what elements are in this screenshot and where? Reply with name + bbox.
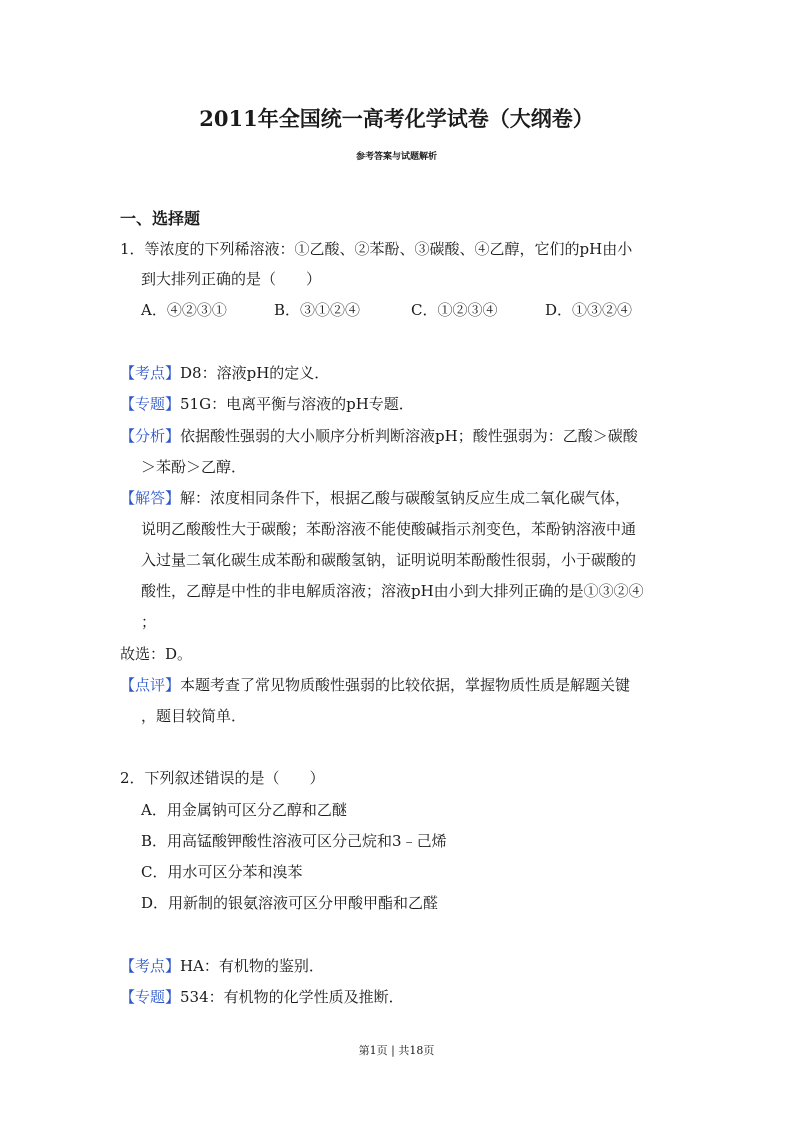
dianping-text-2: ，题目较简单． <box>141 707 247 725</box>
kaodian-tag: 【考点】 <box>120 364 181 382</box>
q2-option-b: B．用高锰酸钾酸性溶液可区分己烷和3﹣己烯 <box>141 832 447 850</box>
q1-option-d: D．①③②④ <box>545 301 633 319</box>
dianping-text-1: 本题考查了常见物质酸性强弱的比较依据，掌握物质性质是解题关键 <box>180 676 631 694</box>
question-2-line-1: 2．下列叙述错误的是（ ） <box>120 769 325 787</box>
answer-choice: 故选：D。 <box>120 645 193 663</box>
question-1-line-1: 1．等浓度的下列稀溶液：①乙酸、②苯酚、③碳酸、④乙醇，它们的pH由小 <box>120 240 633 258</box>
question-1-line-2: 到大排列正确的是（ ） <box>141 270 322 288</box>
jieda-text-5: ； <box>141 613 157 631</box>
jieda-text-2: 说明乙酸酸性大于碳酸；苯酚溶液不能使酸碱指示剂变色，苯酚钠溶液中通 <box>141 520 637 538</box>
q2-option-c: C．用水可区分苯和溴苯 <box>141 863 303 881</box>
zhuanti-tag: 【专题】 <box>120 988 181 1006</box>
section-heading: 一、选择题 <box>120 209 201 228</box>
page-footer: 第1页 | 共18页 <box>358 1044 435 1057</box>
page-title: 2011年全国统一高考化学试卷（大纲卷） <box>199 106 594 131</box>
zhuanti-tag: 【专题】 <box>120 395 181 413</box>
a1-fenxi <box>120 425 638 446</box>
jieda-text-4: 酸性，乙醇是中性的非电解质溶液；溶液pH由小到大排列正确的是①③②④ <box>141 582 644 600</box>
zhuanti-text: 534：有机物的化学性质及推断． <box>180 988 404 1006</box>
dianping-tag: 【点评】 <box>120 676 181 694</box>
kaodian-text: D8：溶液pH的定义． <box>180 364 330 382</box>
q2-option-d: D．用新制的银氨溶液可区分甲酸甲酯和乙醛 <box>141 894 439 912</box>
a1-jieda <box>120 487 630 508</box>
a2-kaodian <box>120 955 324 976</box>
a1-zhuanti <box>120 393 414 414</box>
zhuanti-text: 51G：电离平衡与溶液的pH专题． <box>180 395 414 413</box>
q1-option-a: A．④②③① <box>141 301 227 319</box>
a1-kaodian <box>120 362 329 383</box>
q1-option-b: B．③①②④ <box>274 301 361 319</box>
kaodian-tag: 【考点】 <box>120 957 181 975</box>
q1-option-c: C．①②③④ <box>411 301 498 319</box>
page-subtitle: 参考答案与试题解析 <box>355 152 437 162</box>
jieda-text-3: 入过量二氧化碳生成苯酚和碳酸氢钠，证明说明苯酚酸性很弱，小于碳酸的 <box>141 551 637 569</box>
fenxi-text-2: ＞苯酚＞乙醇． <box>141 458 247 476</box>
jieda-text-1: 解：浓度相同条件下，根据乙酸与碳酸氢钠反应生成二氧化碳气体， <box>180 489 631 507</box>
jieda-tag: 【解答】 <box>120 489 181 507</box>
fenxi-text-1: 依据酸性强弱的大小顺序分析判断溶液pH；酸性强弱为：乙酸＞碳酸 <box>180 427 638 445</box>
kaodian-text: HA：有机物的鉴别． <box>180 957 324 975</box>
a1-dianping <box>120 674 630 695</box>
fenxi-tag: 【分析】 <box>120 427 181 445</box>
q2-option-a: A．用金属钠可区分乙醇和乙醚 <box>141 801 347 819</box>
a2-zhuanti <box>120 986 404 1007</box>
